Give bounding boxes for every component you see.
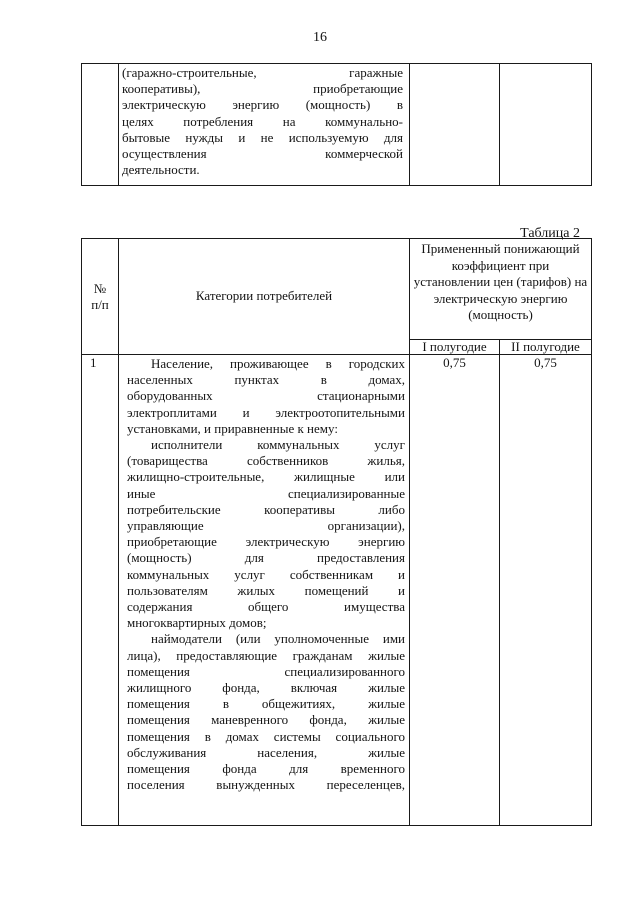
text-line: жилищно-строительные, жилищные или: [127, 469, 405, 485]
empty-value-cell: [410, 64, 500, 186]
text-line: поселения вынужденных переселенцев,: [127, 777, 405, 793]
text-line: деятельности.: [122, 162, 200, 178]
text-line: электрическую энергию (мощность) в: [122, 97, 403, 113]
row-category-text: [119, 355, 410, 826]
text-line: коммунальных услуг собственникам и: [127, 566, 405, 582]
text-line: установками, и приравненные к нему:: [127, 420, 338, 436]
text-line: Население, проживающее в городских: [151, 356, 405, 371]
text-line: помещения в общежитиях, жилые: [127, 696, 405, 712]
header-half-2: II полугодие: [500, 340, 592, 355]
text-line: (гаражно-строительные, гаражные: [122, 65, 403, 80]
table-caption: Таблица 2: [520, 226, 580, 241]
page-number: 16: [313, 30, 327, 45]
paragraph-utility-providers: [127, 437, 405, 631]
header-category: Категории потребителей: [119, 239, 410, 355]
text-line: иные специализированные: [127, 485, 405, 501]
consumer-categories-table: [81, 238, 592, 826]
text-line: кооперативы), приобретающие: [122, 81, 403, 97]
text-line: пользователям жилых помещений и: [127, 582, 405, 598]
text-line: содержания общего имущества: [127, 599, 405, 615]
text-line: помещения в домах системы социального: [127, 728, 405, 744]
continuation-table: [81, 63, 592, 186]
text-line: помещения фонда для временного: [127, 761, 405, 777]
header-half-1: I полугодие: [410, 340, 500, 355]
header-coefficient: Примененный понижающий коэффициент при установлении цен (тарифов) на электрическую энергию (мощность): [410, 239, 592, 340]
paragraph-population: [127, 356, 405, 437]
row-number: 1: [82, 355, 119, 826]
value-half-1: 0,75: [410, 355, 500, 826]
text-line: целях потребления на коммунально-: [122, 113, 403, 129]
value-half-2: 0,75: [500, 355, 592, 826]
empty-value-cell: [500, 64, 592, 186]
text-line: управляющие организации),: [127, 518, 405, 534]
text-line: жилищного фонда, включая жилые: [127, 680, 405, 696]
text-line: (товарищества собственников жилья,: [127, 453, 405, 469]
text-line: оборудованных стационарными: [127, 388, 405, 404]
paragraph-landlords: [127, 631, 405, 793]
text-line: наймодатели (или уполномоченные ими: [151, 631, 405, 647]
text-line: приобретающие электрическую энергию: [127, 534, 405, 550]
text-line: исполнители коммунальных услуг: [151, 437, 405, 453]
text-line: электроплитами и электроотопительными: [127, 404, 405, 420]
text-line: населенных пунктах в домах,: [127, 372, 405, 388]
text-line: помещения специализированного: [127, 663, 405, 679]
text-line: бытовые нужды и не используемую для: [122, 129, 403, 145]
empty-num-cell: [82, 64, 119, 186]
continuation-text-cell: [119, 64, 410, 186]
text-line: потребительские кооперативы либо: [127, 501, 405, 517]
text-line: лица), предоставляющие гражданам жилые: [127, 647, 405, 663]
text-line: помещения маневренного фонда, жилые: [127, 712, 405, 728]
text-line: осуществления коммерческой: [122, 146, 403, 162]
text-line: обслуживания населения, жилые: [127, 744, 405, 760]
header-num: № п/п: [82, 239, 119, 355]
text-line: многоквартирных домов;: [127, 615, 267, 631]
text-line: (мощность) для предоставления: [127, 550, 405, 566]
